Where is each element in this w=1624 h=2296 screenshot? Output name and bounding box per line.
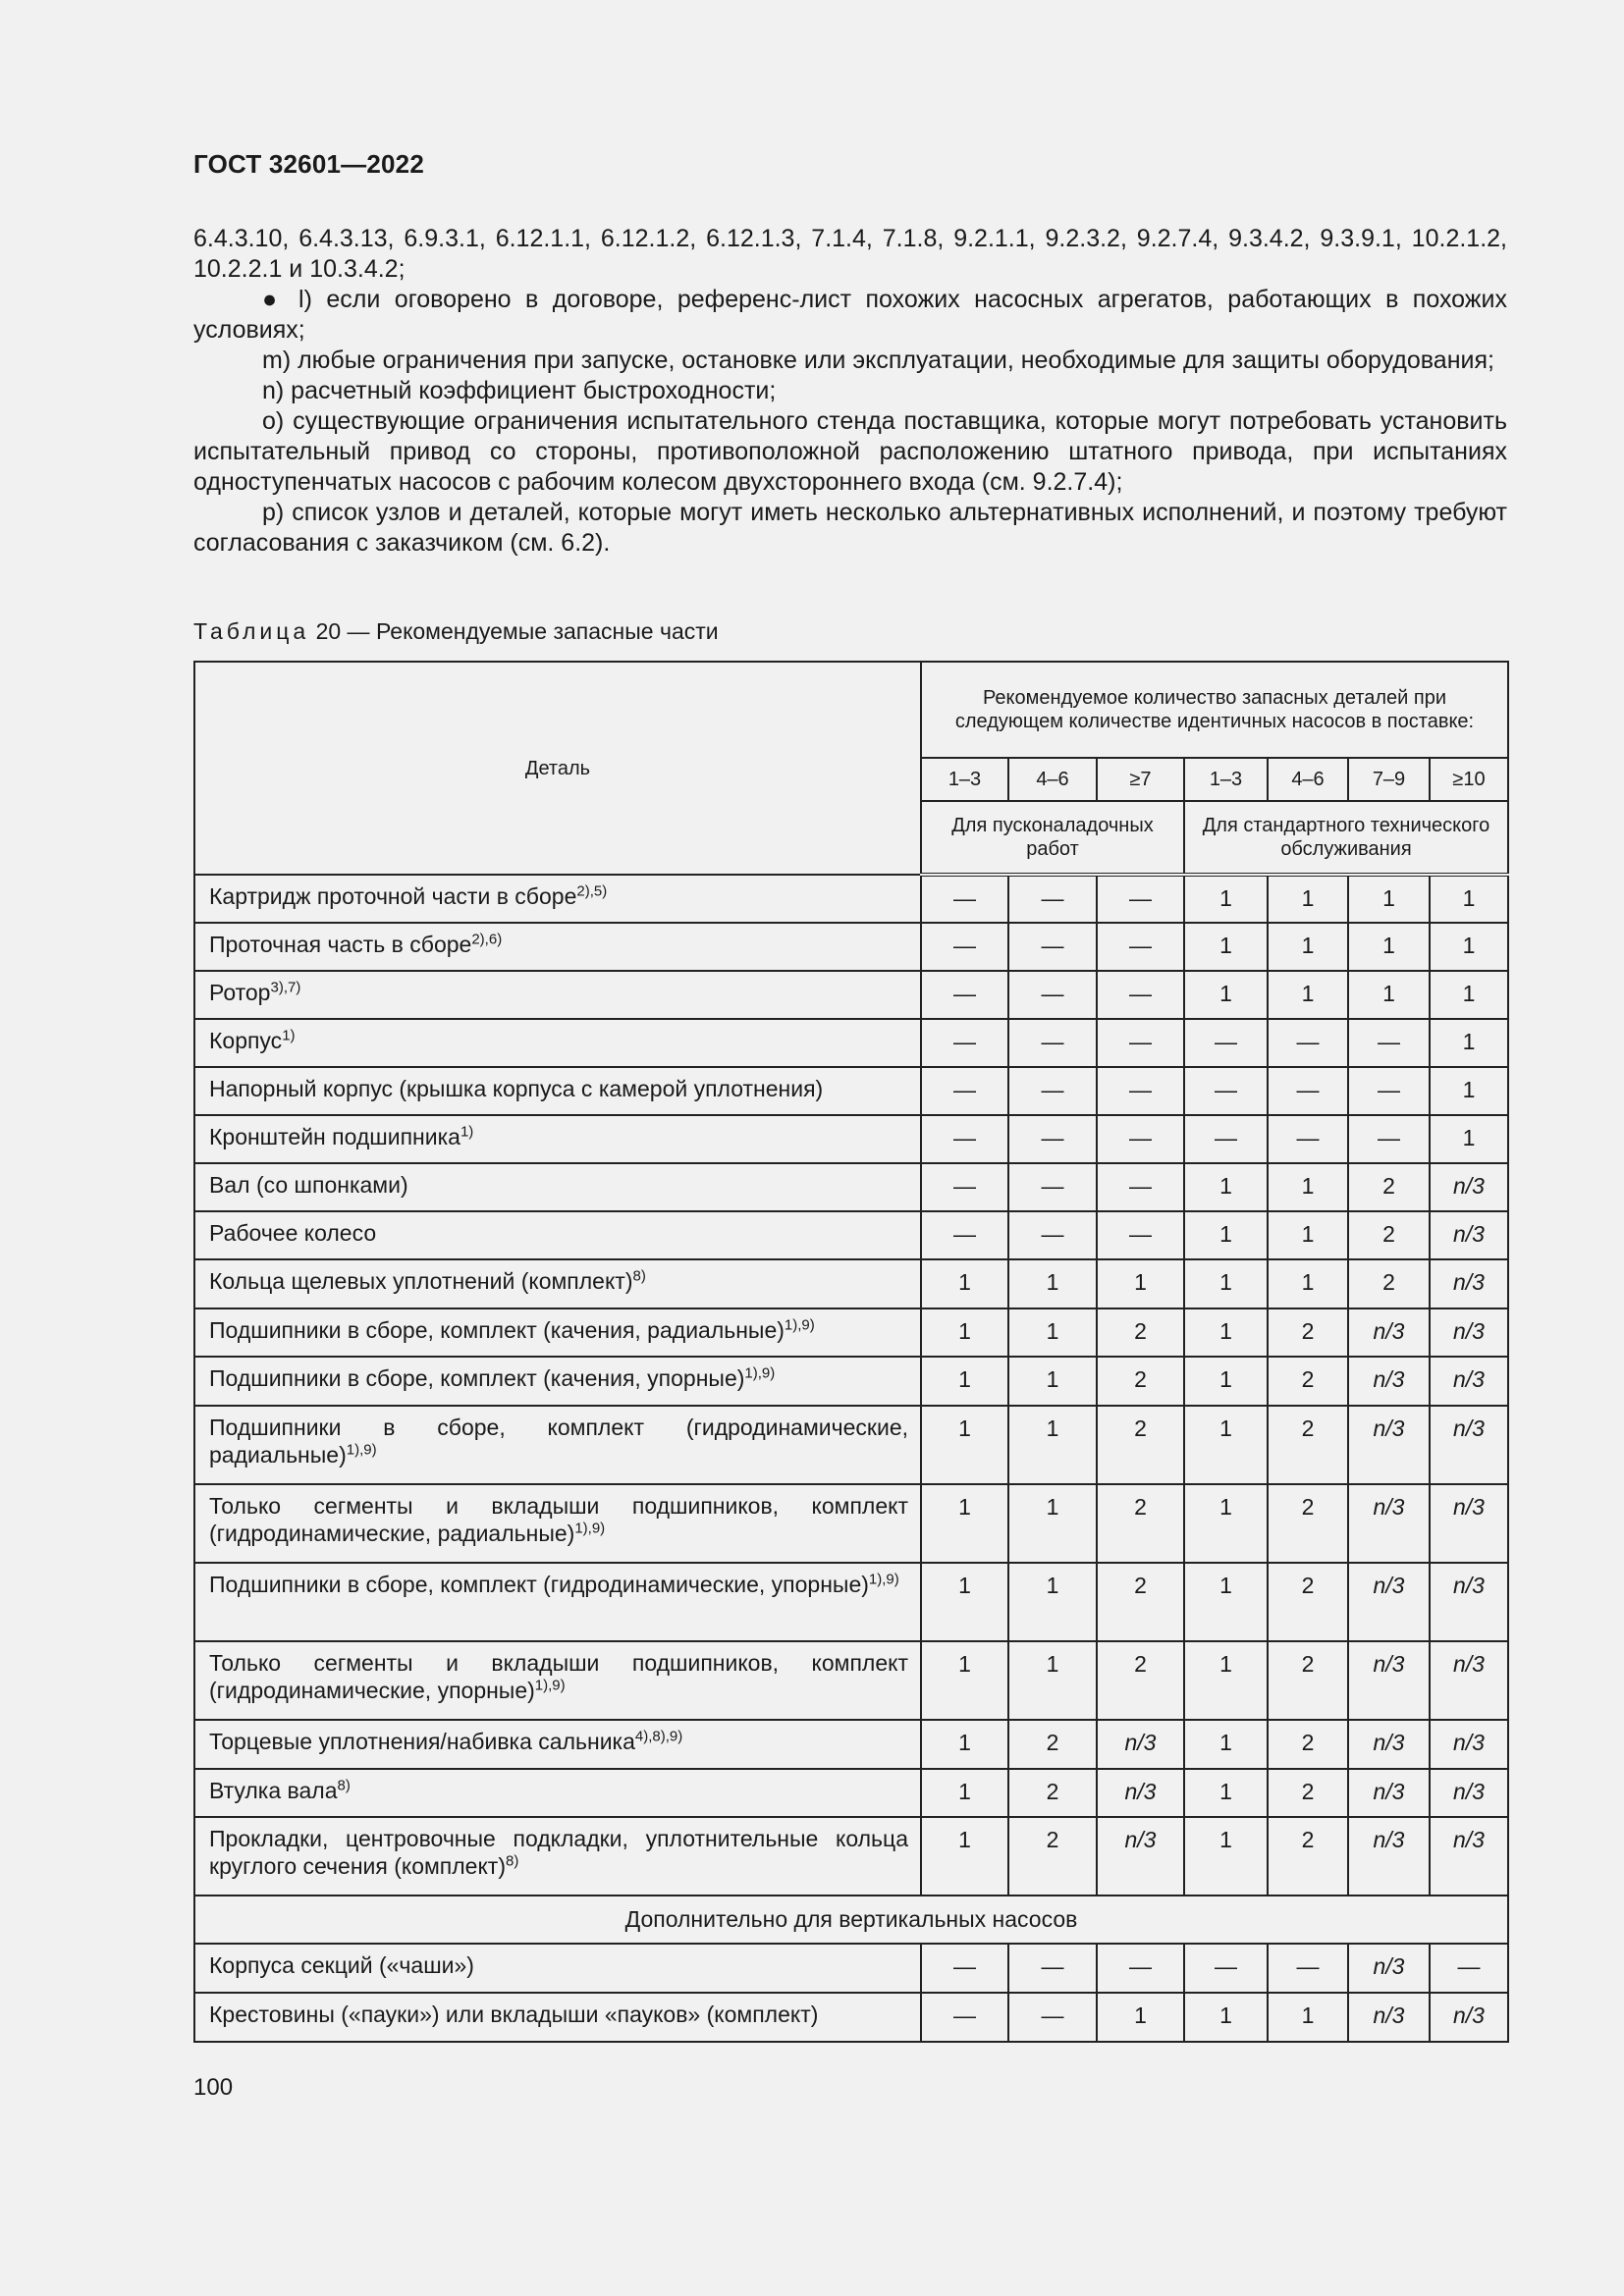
footnote-ref: 8) <box>505 1852 519 1870</box>
table-row <box>194 971 1508 1019</box>
quantity-cell: 1 <box>1430 875 1508 923</box>
sub-column-header: 7–9 <box>1348 758 1430 801</box>
sub-column-header: ≥10 <box>1430 758 1508 801</box>
quantity-cell: 1 <box>921 1308 1008 1357</box>
quantity-cell: 1 <box>1348 923 1430 971</box>
quantity-cell: 2 <box>1008 1817 1097 1896</box>
quantity-cell: — <box>921 1211 1008 1259</box>
table-row <box>194 1769 1508 1817</box>
footnote-ref: 2),6) <box>471 931 503 948</box>
part-name-cell <box>194 1211 921 1259</box>
page-number: 100 <box>193 2074 234 2101</box>
section-row <box>194 1896 1508 1944</box>
quantity-cell: n/3 <box>1430 1357 1508 1406</box>
quantity-cell: — <box>1097 923 1184 971</box>
quantity-cell: 1 <box>1184 1406 1268 1484</box>
part-name: Торцевые уплотнения/набивка сальника <box>209 1729 635 1754</box>
part-name: Подшипники в сборе, комплект (качения, упорные) <box>209 1365 745 1391</box>
quantity-cell: 1 <box>1184 1817 1268 1896</box>
table-row <box>194 1259 1508 1308</box>
quantity-cell: 2 <box>1348 1259 1430 1308</box>
quantity-cell: 2 <box>1348 1163 1430 1211</box>
quantity-cell: — <box>921 1115 1008 1163</box>
quantity-cell: n/3 <box>1430 1406 1508 1484</box>
part-name: Проточная часть в сборе <box>209 932 472 957</box>
part-name-cell <box>194 1720 921 1769</box>
quantity-cell: 1 <box>1348 971 1430 1019</box>
quantity-cell: — <box>1097 971 1184 1019</box>
quantity-cell: n/3 <box>1097 1769 1184 1817</box>
quantity-cell: 1 <box>921 1769 1008 1817</box>
part-name: Рабочее колесо <box>209 1220 377 1246</box>
paragraph-o: o) существующие ограничения испытательного стенда поставщика, которые могут потребовать установить испытательный привод со стороны, противоположной расположению штатного привода, при испытаниях одноступенчатых насосов с рабочим колесом двухстороннего входа (см. 9.2.7.4); <box>193 407 1507 496</box>
quantity-cell: — <box>1008 1993 1097 2042</box>
part-name: Кронштейн подшипника <box>209 1124 460 1149</box>
part-name: Только сегменты и вкладыши подшипников, комплект (гидродинамические, радиальные) <box>209 1493 908 1546</box>
quantity-cell: — <box>1008 1067 1097 1115</box>
footnote-ref: 1),9) <box>868 1571 899 1588</box>
part-name-cell <box>194 875 921 923</box>
body-text <box>193 224 1507 559</box>
footnote-ref: 1) <box>282 1027 296 1044</box>
part-name: Крестовины («пауки») или вкладыши «пауков» (комплект) <box>209 2002 819 2027</box>
quantity-cell: 1 <box>921 1357 1008 1406</box>
quantity-cell: — <box>1008 1019 1097 1067</box>
paragraph-p: p) список узлов и деталей, которые могут иметь несколько альтернативных исполнений, и поэтому требуют согласования с заказчиком (см. 6.2). <box>193 499 1507 557</box>
table-row <box>194 1641 1508 1720</box>
quantity-cell: n/3 <box>1348 1308 1430 1357</box>
quantity-cell: n/3 <box>1430 1308 1508 1357</box>
quantity-cell: 1 <box>921 1259 1008 1308</box>
quantity-cell: 2 <box>1268 1357 1348 1406</box>
quantity-cell: — <box>921 1163 1008 1211</box>
part-name-cell <box>194 1163 921 1211</box>
quantity-cell: n/3 <box>1430 1720 1508 1769</box>
quantity-cell: — <box>1097 1115 1184 1163</box>
quantity-cell: 2 <box>1097 1357 1184 1406</box>
table-row <box>194 1115 1508 1163</box>
quantity-cell: 2 <box>1008 1769 1097 1817</box>
part-name-cell <box>194 1944 921 1993</box>
quantity-cell: 1 <box>1184 1163 1268 1211</box>
quantity-cell: — <box>921 1067 1008 1115</box>
quantity-cell: 1 <box>1008 1563 1097 1641</box>
table-caption-title: 20 — Рекомендуемые запасные части <box>315 618 719 644</box>
quantity-cell: n/3 <box>1430 1259 1508 1308</box>
part-name-cell <box>194 923 921 971</box>
quantity-cell: 1 <box>1268 1163 1348 1211</box>
quantity-cell: n/3 <box>1348 1406 1430 1484</box>
part-name-cell <box>194 1308 921 1357</box>
quantity-cell: — <box>1008 971 1097 1019</box>
quantity-cell: 1 <box>1268 1993 1348 2042</box>
paragraph-n: n) расчетный коэффициент быстроходности; <box>262 377 777 404</box>
footnote-ref: 1) <box>460 1123 474 1141</box>
quantity-cell: 1 <box>1184 1259 1268 1308</box>
quantity-cell: 2 <box>1268 1817 1348 1896</box>
quantity-cell: — <box>1008 1944 1097 1993</box>
quantity-cell: n/3 <box>1348 1720 1430 1769</box>
quantity-cell: 1 <box>1008 1641 1097 1720</box>
quantity-cell: 1 <box>1097 1993 1184 2042</box>
quantity-cell: 1 <box>1184 1484 1268 1563</box>
footnote-ref: 8) <box>632 1267 646 1285</box>
quantity-cell: — <box>1268 1944 1348 1993</box>
table-row <box>194 1067 1508 1115</box>
quantity-cell: 1 <box>1268 1259 1348 1308</box>
quantity-cell: 1 <box>1430 1115 1508 1163</box>
table-row <box>194 1163 1508 1211</box>
table-row <box>194 1211 1508 1259</box>
part-name: Вал (со шпонками) <box>209 1172 408 1198</box>
quantity-cell: 1 <box>1184 1308 1268 1357</box>
quantity-cell: — <box>1348 1067 1430 1115</box>
column-header-part: Деталь <box>194 662 921 875</box>
table-row <box>194 1563 1508 1641</box>
quantity-cell: 2 <box>1097 1484 1184 1563</box>
quantity-cell: — <box>1097 1211 1184 1259</box>
quantity-cell: 1 <box>1008 1357 1097 1406</box>
part-name-cell <box>194 1993 921 2042</box>
table-row <box>194 1720 1508 1769</box>
quantity-cell: 1 <box>921 1641 1008 1720</box>
quantity-cell: 2 <box>1268 1769 1348 1817</box>
table-row <box>194 1357 1508 1406</box>
quantity-cell: — <box>1097 1163 1184 1211</box>
quantity-cell: 1 <box>1008 1259 1097 1308</box>
quantity-cell: 1 <box>1430 971 1508 1019</box>
part-name-cell <box>194 1817 921 1896</box>
paragraph-refs: 6.4.3.10, 6.4.3.13, 6.9.3.1, 6.12.1.1, 6.12.1.2, 6.12.1.3, 7.1.4, 7.1.8, 9.2.1.1, 9.2.3.2, 9.2.7.4, 9.3.4.2, 9.3.9.1, 10.2.1.2, 10.2.2.1 и 10.3.4.2; <box>193 225 1507 283</box>
quantity-cell: n/3 <box>1430 1769 1508 1817</box>
part-name: Кольца щелевых уплотнений (комплект) <box>209 1268 633 1294</box>
quantity-cell: 1 <box>1268 923 1348 971</box>
quantity-cell: — <box>1097 875 1184 923</box>
quantity-cell: 1 <box>1268 971 1348 1019</box>
paragraph-l: ● l) если оговорено в договоре, референс-лист похожих насосных агрегатов, работающих в похожих условиях; <box>193 286 1507 344</box>
quantity-cell: 2 <box>1268 1641 1348 1720</box>
column-header-group: Рекомендуемое количество запасных деталей при следующем количестве идентичных насосов в поставке: <box>921 662 1508 758</box>
quantity-cell: 1 <box>921 1484 1008 1563</box>
table-row <box>194 875 1508 923</box>
section-title: Дополнительно для вертикальных насосов <box>194 1896 1508 1944</box>
quantity-cell: n/3 <box>1348 1993 1430 2042</box>
group-header-commissioning: Для пусконаладочных работ <box>921 801 1184 875</box>
footnote-ref: 1),9) <box>346 1441 377 1459</box>
quantity-cell: 1 <box>1430 923 1508 971</box>
part-name-cell <box>194 971 921 1019</box>
group-header-standard: Для стандартного технического обслуживания <box>1184 801 1508 875</box>
part-name-cell <box>194 1259 921 1308</box>
quantity-cell: 1 <box>1184 1211 1268 1259</box>
quantity-cell: 2 <box>1268 1484 1348 1563</box>
table-row <box>194 1484 1508 1563</box>
table-row <box>194 1817 1508 1896</box>
quantity-cell: — <box>1184 1019 1268 1067</box>
part-name-cell <box>194 1406 921 1484</box>
quantity-cell: 1 <box>1268 1211 1348 1259</box>
quantity-cell: 1 <box>921 1720 1008 1769</box>
table-row <box>194 1944 1508 1993</box>
quantity-cell: 1 <box>1008 1406 1097 1484</box>
part-name-cell <box>194 1067 921 1115</box>
quantity-cell: 1 <box>1184 971 1268 1019</box>
quantity-cell: — <box>1268 1067 1348 1115</box>
quantity-cell: — <box>1430 1944 1508 1993</box>
table-row <box>194 1308 1508 1357</box>
footnote-ref: 1),9) <box>534 1677 566 1694</box>
quantity-cell: — <box>921 1993 1008 2042</box>
table-row <box>194 923 1508 971</box>
quantity-cell: n/3 <box>1430 1211 1508 1259</box>
quantity-cell: — <box>1008 875 1097 923</box>
document-header: ГОСТ 32601—2022 <box>193 149 424 179</box>
quantity-cell: — <box>1008 923 1097 971</box>
part-name-cell <box>194 1563 921 1641</box>
quantity-cell: n/3 <box>1097 1720 1184 1769</box>
sub-column-header: 4–6 <box>1268 758 1348 801</box>
part-name: Корпус <box>209 1028 283 1053</box>
footnote-ref: 1),9) <box>784 1316 815 1334</box>
quantity-cell: 1 <box>1268 875 1348 923</box>
quantity-cell: 2 <box>1268 1406 1348 1484</box>
table-row <box>194 1993 1508 2042</box>
quantity-cell: n/3 <box>1430 1817 1508 1896</box>
part-name: Картридж проточной части в сборе <box>209 883 577 909</box>
quantity-cell: — <box>1008 1211 1097 1259</box>
quantity-cell: 1 <box>1430 1067 1508 1115</box>
part-name: Подшипники в сборе, комплект (гидродинамические, упорные) <box>209 1572 869 1597</box>
quantity-cell: n/3 <box>1348 1563 1430 1641</box>
quantity-cell: — <box>921 875 1008 923</box>
part-name: Корпуса секций («чаши») <box>209 1952 474 1978</box>
quantity-cell: 1 <box>1184 1563 1268 1641</box>
quantity-cell: 2 <box>1008 1720 1097 1769</box>
quantity-cell: — <box>1348 1019 1430 1067</box>
paragraph-m: m) любые ограничения при запуске, остановке или эксплуатации, необходимые для защиты оборудования; <box>262 347 1494 374</box>
part-name-cell <box>194 1769 921 1817</box>
quantity-cell: 1 <box>1184 1641 1268 1720</box>
quantity-cell: n/3 <box>1430 1163 1508 1211</box>
quantity-cell: — <box>1097 1067 1184 1115</box>
quantity-cell: 2 <box>1097 1308 1184 1357</box>
part-name-cell <box>194 1357 921 1406</box>
quantity-cell: — <box>1184 1067 1268 1115</box>
quantity-cell: n/3 <box>1348 1944 1430 1993</box>
quantity-cell: — <box>1184 1115 1268 1163</box>
sub-column-header: 4–6 <box>1008 758 1097 801</box>
quantity-cell: — <box>1097 1944 1184 1993</box>
footnote-ref: 4),8),9) <box>634 1728 683 1745</box>
footnote-ref: 8) <box>337 1777 351 1794</box>
quantity-cell: 2 <box>1348 1211 1430 1259</box>
footnote-ref: 3),7) <box>270 979 301 996</box>
table-caption-label: Таблица <box>193 618 310 644</box>
part-name-cell <box>194 1115 921 1163</box>
table-body <box>194 875 1508 2042</box>
quantity-cell: 1 <box>921 1406 1008 1484</box>
quantity-cell: n/3 <box>1348 1357 1430 1406</box>
quantity-cell: n/3 <box>1430 1641 1508 1720</box>
quantity-cell: n/3 <box>1430 1563 1508 1641</box>
quantity-cell: n/3 <box>1348 1817 1430 1896</box>
sub-column-header: 1–3 <box>1184 758 1268 801</box>
quantity-cell: n/3 <box>1097 1817 1184 1896</box>
quantity-cell: 1 <box>921 1817 1008 1896</box>
table-caption <box>193 618 719 645</box>
part-name-cell <box>194 1484 921 1563</box>
sub-column-header: 1–3 <box>921 758 1008 801</box>
quantity-cell: — <box>1348 1115 1430 1163</box>
quantity-cell: n/3 <box>1348 1484 1430 1563</box>
part-name-cell <box>194 1641 921 1720</box>
part-name: Напорный корпус (крышка корпуса с камерой уплотнения) <box>209 1076 824 1101</box>
quantity-cell: 1 <box>921 1563 1008 1641</box>
table-row <box>194 1406 1508 1484</box>
table-row <box>194 1019 1508 1067</box>
quantity-cell: 1 <box>1184 1720 1268 1769</box>
footnote-ref: 1),9) <box>744 1364 776 1382</box>
quantity-cell: — <box>921 1944 1008 1993</box>
quantity-cell: 2 <box>1097 1563 1184 1641</box>
quantity-cell: 1 <box>1430 1019 1508 1067</box>
quantity-cell: 1 <box>1008 1484 1097 1563</box>
quantity-cell: — <box>1008 1163 1097 1211</box>
sub-column-header: ≥7 <box>1097 758 1184 801</box>
quantity-cell: 1 <box>1184 1357 1268 1406</box>
part-name: Ротор <box>209 980 271 1005</box>
quantity-cell: — <box>1184 1944 1268 1993</box>
part-name: Прокладки, центровочные подкладки, уплотнительные кольца круглого сечения (комплект) <box>209 1826 908 1879</box>
quantity-cell: 1 <box>1184 1993 1268 2042</box>
part-name: Подшипники в сборе, комплект (качения, радиальные) <box>209 1317 785 1343</box>
footnote-ref: 1),9) <box>574 1520 606 1537</box>
quantity-cell: 2 <box>1268 1563 1348 1641</box>
quantity-cell: 1 <box>1184 875 1268 923</box>
quantity-cell: — <box>921 923 1008 971</box>
part-name: Подшипники в сборе, комплект (гидродинамические, радиальные) <box>209 1415 908 1468</box>
quantity-cell: 2 <box>1097 1641 1184 1720</box>
part-name: Втулка вала <box>209 1778 338 1803</box>
quantity-cell: n/3 <box>1430 1484 1508 1563</box>
part-name-cell <box>194 1019 921 1067</box>
quantity-cell: 2 <box>1097 1406 1184 1484</box>
quantity-cell: — <box>1268 1019 1348 1067</box>
quantity-cell: n/3 <box>1348 1641 1430 1720</box>
quantity-cell: n/3 <box>1348 1769 1430 1817</box>
quantity-cell: 1 <box>1184 923 1268 971</box>
quantity-cell: — <box>921 971 1008 1019</box>
quantity-cell: 2 <box>1268 1720 1348 1769</box>
quantity-cell: — <box>1268 1115 1348 1163</box>
quantity-cell: n/3 <box>1430 1993 1508 2042</box>
quantity-cell: 1 <box>1008 1308 1097 1357</box>
quantity-cell: 1 <box>1348 875 1430 923</box>
quantity-cell: — <box>921 1019 1008 1067</box>
quantity-cell: 1 <box>1184 1769 1268 1817</box>
quantity-cell: 1 <box>1097 1259 1184 1308</box>
quantity-cell: — <box>1097 1019 1184 1067</box>
quantity-cell: — <box>1008 1115 1097 1163</box>
footnote-ref: 2),5) <box>576 882 608 900</box>
quantity-cell: 2 <box>1268 1308 1348 1357</box>
part-name: Только сегменты и вкладыши подшипников, комплект (гидродинамические, упорные) <box>209 1650 908 1703</box>
spare-parts-table <box>193 661 1509 2043</box>
